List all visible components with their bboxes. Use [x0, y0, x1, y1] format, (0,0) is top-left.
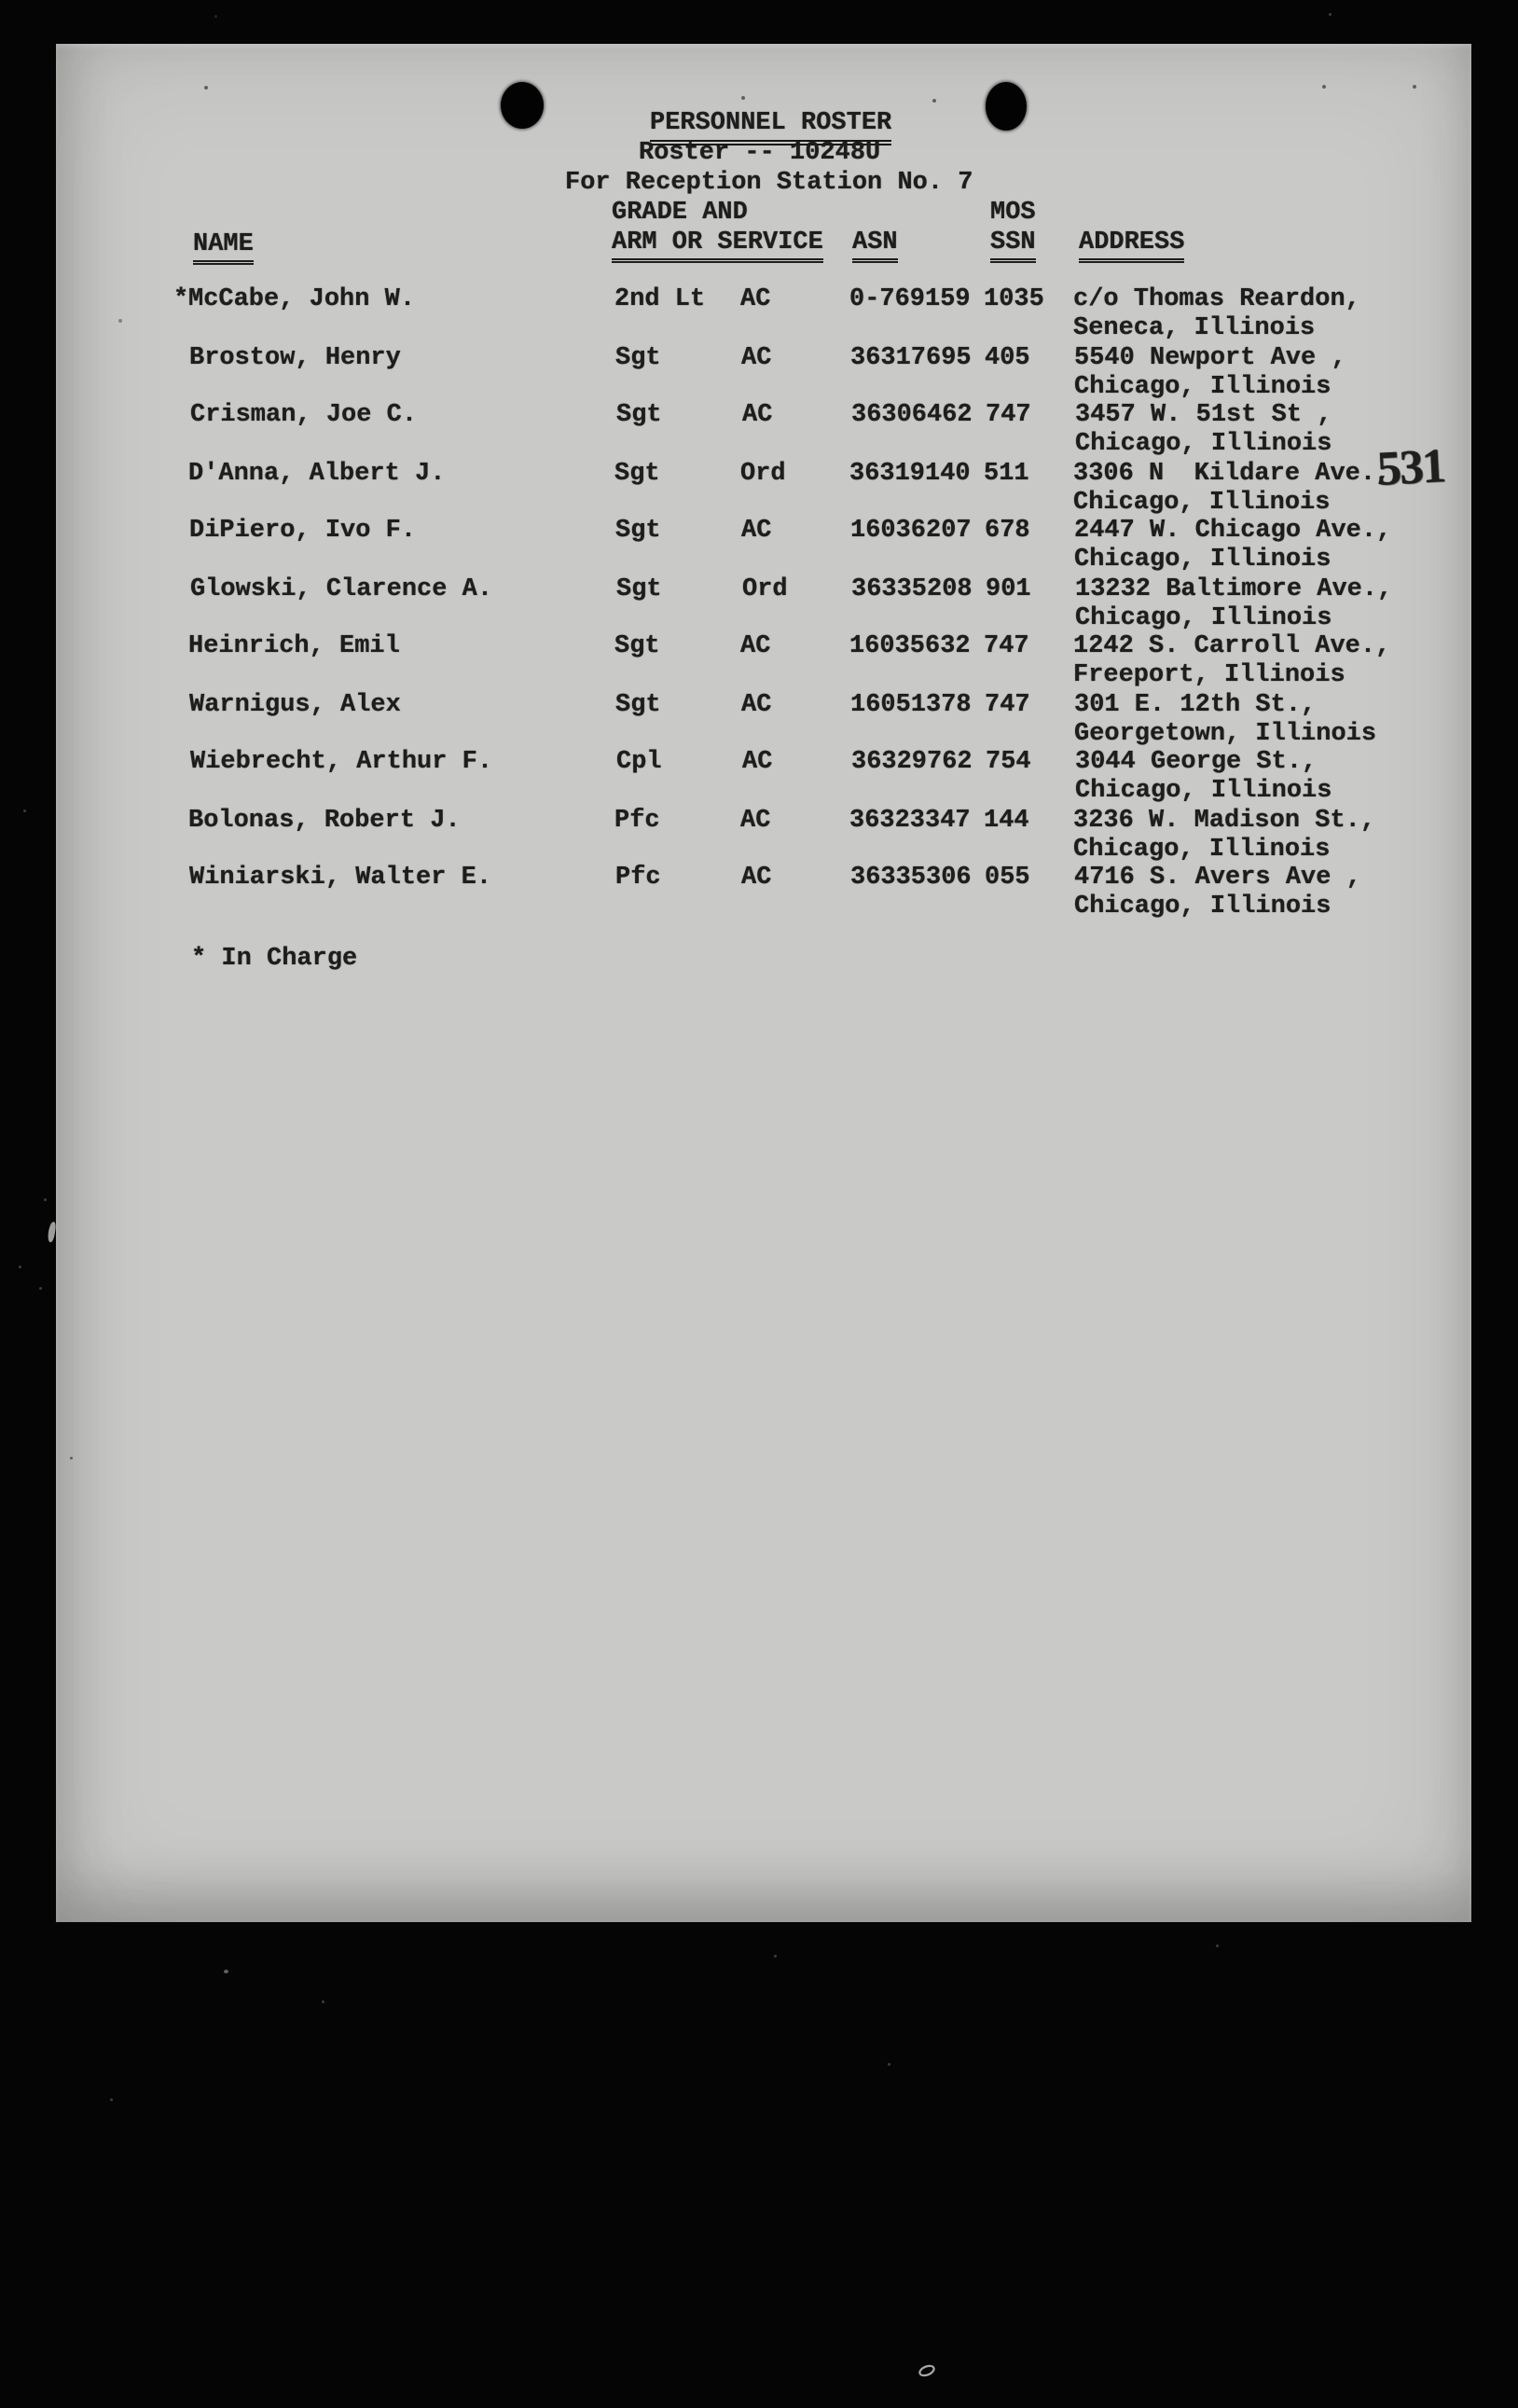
roster-grade: Sgt [615, 344, 661, 372]
dust-speck [214, 15, 217, 18]
roster-name: Crisman, Joe C. [190, 401, 418, 429]
table-row [56, 863, 1471, 921]
dust-speck [774, 1955, 777, 1958]
dust-speck [110, 2098, 113, 2101]
roster-ssn: 1035 [984, 285, 1044, 313]
page-speck [932, 99, 936, 103]
table-row [57, 574, 1472, 633]
roster-service: AC [741, 344, 772, 372]
roster-address-line1: 3236 W. Madison St., [1073, 807, 1376, 835]
dust-speck [888, 2063, 890, 2066]
roster-service: Ord [742, 575, 788, 603]
roster-name: Heinrich, Emil [188, 632, 400, 660]
page-speck [1413, 85, 1416, 89]
roster-grade: 2nd Lt [614, 285, 706, 313]
dust-speck [1216, 1944, 1219, 1947]
roster-asn: 36317695 [850, 344, 972, 372]
roster-ssn: 754 [986, 748, 1031, 776]
dust-speck [23, 810, 26, 812]
roster-grade: Sgt [616, 575, 662, 603]
document-page [56, 44, 1471, 1922]
roster-grade: Sgt [615, 517, 661, 545]
roster-service: AC [742, 401, 773, 429]
table-row [55, 806, 1470, 865]
roster-address-line2: Chicago, Illinois [1074, 373, 1332, 401]
table-row [55, 631, 1470, 690]
roster-service: AC [741, 691, 772, 719]
hole-punch-right-icon [986, 82, 1027, 131]
roster-asn: 36323347 [849, 807, 971, 835]
page-title-text: PERSONNEL ROSTER [650, 108, 891, 145]
roster-ssn: 055 [985, 864, 1030, 892]
dust-speck [70, 1457, 73, 1460]
dust-speck [224, 1970, 228, 1973]
roster-address-line1: 1242 S. Carroll Ave., [1073, 632, 1391, 660]
roster-name: DiPiero, Ivo F. [189, 517, 417, 545]
roster-address-line2: Georgetown, Illinois [1074, 720, 1377, 748]
roster-service: AC [741, 517, 772, 545]
roster-address-line2: Seneca, Illinois [1073, 314, 1316, 342]
roster-name: Warnigus, Alex [189, 691, 401, 719]
header-address: ADDRESS [1079, 228, 1184, 263]
roster-asn: 16035632 [849, 632, 971, 660]
dust-speck [19, 1266, 21, 1268]
roster-address-line1: 2447 W. Chicago Ave., [1074, 517, 1392, 545]
roster-address-line1: 13232 Baltimore Ave., [1075, 575, 1393, 603]
roster-address-line1: 5540 Newport Ave , [1074, 344, 1346, 372]
page-speck [118, 319, 122, 323]
roster-grade: Pfc [615, 864, 661, 892]
roster-ssn: 901 [986, 575, 1031, 603]
roster-address-line1: 3457 W. 51st St , [1075, 401, 1332, 429]
roster-name: Winiarski, Walter E. [189, 864, 492, 892]
dust-speck [1329, 13, 1332, 16]
roster-name: Wiebrecht, Arthur F. [190, 748, 493, 776]
roster-name: Bolonas, Robert J. [188, 807, 461, 835]
roster-address-line2: Chicago, Illinois [1075, 430, 1332, 458]
roster-ssn: 511 [984, 460, 1029, 488]
table-row [56, 343, 1471, 402]
roster-address-line2: Chicago, Illinois [1074, 893, 1332, 920]
page-number-stamp: 531 [1375, 439, 1446, 496]
roster-ssn: 678 [985, 517, 1030, 545]
page-speck [204, 86, 208, 90]
roster-grade: Sgt [616, 401, 662, 429]
roster-address-line2: Chicago, Illinois [1075, 777, 1332, 805]
roster-ssn: 144 [984, 807, 1029, 835]
roster-address-line2: Chicago, Illinois [1075, 604, 1332, 632]
footnote-in-charge: * In Charge [191, 945, 358, 973]
roster-service: AC [740, 807, 771, 835]
roster-asn: 36306462 [851, 401, 973, 429]
header-mos-line1: MOS [990, 199, 1036, 227]
roster-address-line1: 4716 S. Avers Ave , [1074, 864, 1361, 892]
roster-name: Brostow, Henry [189, 344, 401, 372]
roster-ssn: 747 [986, 401, 1031, 429]
page-speck [1322, 85, 1326, 89]
dust-speck [39, 1287, 42, 1290]
header-grade-line2: ARM OR SERVICE [612, 228, 823, 263]
roster-ssn: 747 [985, 691, 1030, 719]
table-row [55, 284, 1470, 343]
header-mos-line2: SSN [990, 228, 1036, 263]
roster-asn: 36319140 [849, 460, 971, 488]
table-row [56, 690, 1471, 749]
roster-service: AC [740, 285, 771, 313]
roster-service: AC [740, 632, 771, 660]
roster-address-line1: 3044 George St., [1075, 748, 1318, 776]
roster-address-line1: c/o Thomas Reardon, [1073, 285, 1360, 313]
station-line: For Reception Station No. 7 [565, 169, 973, 197]
roster-address-line2: Chicago, Illinois [1073, 489, 1331, 517]
roster-name: Glowski, Clarence A. [190, 575, 493, 603]
roster-ssn: 747 [984, 632, 1029, 660]
page-edge-mark [48, 1222, 57, 1243]
roster-address-line2: Chicago, Illinois [1074, 546, 1332, 574]
header-asn: ASN [852, 228, 898, 263]
roster-name: McCabe, John W. [188, 285, 416, 313]
table-row [56, 516, 1471, 574]
header-name: NAME [193, 229, 254, 265]
roster-asn: 16036207 [850, 517, 972, 545]
roster-name: D'Anna, Albert J. [188, 460, 446, 488]
table-row [55, 459, 1470, 518]
roster-address-line2: Chicago, Illinois [1073, 836, 1331, 864]
dust-speck [322, 2000, 324, 2003]
table-row [57, 400, 1472, 459]
roster-grade: Pfc [614, 807, 660, 835]
roster-asn: 0-769159 [849, 285, 971, 313]
roster-grade: Cpl [616, 748, 662, 776]
roster-service: Ord [740, 460, 786, 488]
roster-grade: Sgt [614, 632, 660, 660]
roster-ssn: 405 [985, 344, 1030, 372]
header-grade-line1: GRADE AND [612, 199, 748, 227]
roster-number: Roster -- 10248U [639, 139, 881, 167]
table-row [57, 747, 1472, 806]
hole-punch-left-icon [501, 82, 544, 129]
roster-service: AC [741, 864, 772, 892]
roster-address-line2: Freeport, Illinois [1073, 661, 1346, 689]
roster-grade: Sgt [614, 460, 660, 488]
roster-service: AC [742, 748, 773, 776]
roster-asn: 36335208 [851, 575, 973, 603]
dust-speck [44, 1198, 47, 1201]
roster-address-line1: 301 E. 12th St., [1074, 691, 1317, 719]
roster-asn: 36335306 [850, 864, 972, 892]
in-charge-asterisk: * [173, 285, 189, 313]
page-speck [741, 96, 745, 100]
pencil-loop-mark [915, 2360, 939, 2381]
roster-asn: 36329762 [851, 748, 973, 776]
roster-address-line1: 3306 N Kildare Ave., [1073, 460, 1391, 488]
roster-grade: Sgt [615, 691, 661, 719]
roster-asn: 16051378 [850, 691, 972, 719]
